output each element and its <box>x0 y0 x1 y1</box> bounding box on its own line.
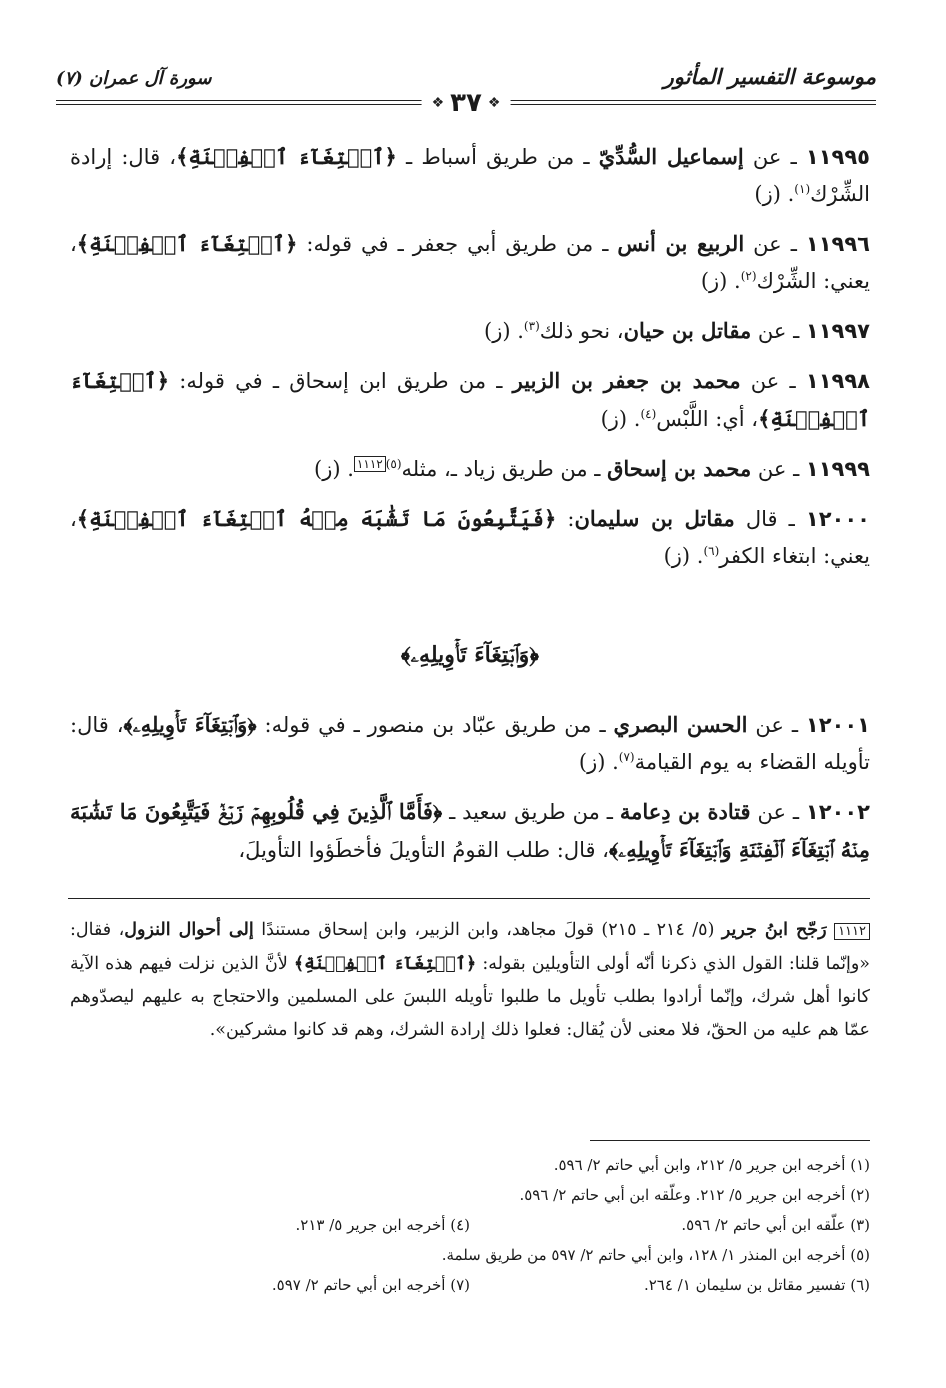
footnote-ref: (٤) <box>640 407 657 421</box>
entry-number: ١١٩٩٥ <box>805 145 870 169</box>
ornament-icon: ❖ <box>431 95 445 111</box>
entry-text: ـ عن <box>751 457 806 481</box>
page-header <box>56 62 876 118</box>
entry-text: ـ من طريق ابن إسحاق ـ في قوله: <box>169 369 513 393</box>
footnote-row <box>70 1180 870 1210</box>
narrator-name: قتادة بن دِعامة <box>619 799 751 824</box>
entry-text: ، يعني: ابتغاء الكفر <box>70 507 870 568</box>
entry-text: . (ز) <box>600 407 641 431</box>
entry-text: . (ز) <box>484 319 524 343</box>
entry-text: ـ من طريق زياد ـ، مثله <box>401 457 608 481</box>
footnote-ref: (٢) <box>740 269 757 283</box>
footnote-ref: (٥) <box>385 457 402 471</box>
footnote-row <box>70 1270 870 1300</box>
entry-text: ـ من طريق سعيد ـ <box>442 800 620 824</box>
entry-number: ١١٩٩٨ <box>805 369 870 393</box>
entry-paragraph <box>70 312 870 350</box>
narrator-name: مقاتل بن حيان <box>623 318 752 343</box>
note-ref-box: ١١١٢ <box>354 456 386 472</box>
narrator-name: الحسن البصري <box>613 712 748 737</box>
entry-text: ـ عن <box>751 319 806 343</box>
entry-paragraph <box>70 500 870 575</box>
entry-text: ـ عن <box>740 369 806 393</box>
entry-number: ١٢٠٠٠ <box>805 507 870 531</box>
entry-number: ١١٩٩٧ <box>805 319 870 343</box>
footnote-row <box>70 1240 870 1270</box>
entry-text: . (ز) <box>700 269 741 293</box>
entry-text: ، قال: طلب القومُ التأويلَ فأخطَؤوا التأويلَ، <box>238 838 609 862</box>
entry-text: ـ عن <box>747 713 806 737</box>
note-quran: ﴿ٱبۡتِغَآءَ ٱلۡفِتۡنَةِ﴾ <box>293 954 477 974</box>
main-entries-2 <box>70 706 870 881</box>
entry-text: ، يعني: الشِّرْك <box>70 232 870 293</box>
entry-text: ـ عن <box>743 145 806 169</box>
entry-number: ١١٩٩٩ <box>805 457 870 481</box>
entry-number: ١١٩٩٦ <box>805 232 870 256</box>
entry-number: ١٢٠٠٢ <box>805 800 870 824</box>
note-text-3: لأنَّ الذين نزلت فيهم هذه الآية كانوا أهل شرك، وإنّما أرادوا بطلب تأويل ما طلبوا تأويله اللبسَ على المسلمين والاحتجاج به عليهم ليصدّوهم عمّا هم عليه من الحقّ، فلا معنى لأن يُقال: فعلوا ذلك إرادة الشرك، وهم قد كانوا مشركين». <box>70 954 870 1040</box>
entry-text: . (ز) <box>578 750 619 774</box>
verse-heading: ﴿وَٱبۡتِغَآءَ تَأۡوِيلِهِۦ﴾ <box>400 642 540 668</box>
narrator-name: مقاتل بن سليمان <box>574 506 735 531</box>
note-number-box: ١١١٢ <box>834 923 870 940</box>
entry-text: . (ز) <box>663 544 704 568</box>
footnote: (٧) أخرجه ابن أبي حاتم ٢/ ٥٩٧. <box>271 1276 470 1294</box>
note-bold-2: إلى أحوال النزول <box>124 920 254 940</box>
entry-text: ـ من طريق عبّاد بن منصور ـ في قوله: <box>256 713 614 737</box>
entry-text: ـ عن <box>744 232 806 256</box>
quran-text: ﴿فَيَتَّبِعُونَ مَا تَشَٰبَهَ مِنۡهُ ٱبۡتِغَآءَ ٱلۡفِتۡنَةِ﴾ <box>76 506 557 531</box>
entry-text: ، أي: اللَّبْس <box>656 407 759 431</box>
surah-title: سورة آل عمران (٧) <box>56 68 212 89</box>
ornament-icon: ❖ <box>487 95 501 111</box>
editor-note <box>70 914 870 1047</box>
page-number-block <box>422 88 511 118</box>
quran-text: ﴿وَٱبۡتِغَآءَ تَأۡوِيلِهِۦ﴾ <box>123 712 257 737</box>
entry-paragraph <box>70 450 870 488</box>
entry-text: ـ قال <box>734 507 806 531</box>
footnote-row <box>70 1150 870 1180</box>
quran-text: ﴿ٱبۡتِغَآءَ ٱلۡفِتۡنَةِ﴾ <box>70 368 870 431</box>
footnote: (٣) علّقه ابن أبي حاتم ٢/ ٥٩٦. <box>681 1216 870 1234</box>
entry-text: : <box>556 507 575 531</box>
entry-paragraph <box>70 706 870 781</box>
footnote: (٤) أخرجه ابن جرير ٥/ ٢١٣. <box>295 1216 470 1234</box>
narrator-name: محمد بن جعفر بن الزبير <box>512 368 741 393</box>
note-text-1: (٥/ ٢١٤ ـ ٢١٥) قولَ مجاهد، وابن الزبير، وابن إسحاق مستندًا <box>253 920 722 940</box>
entry-text: . (ز) <box>754 182 795 206</box>
note-text-2: ، فقال: «وإنّما قلنا: القول الذي ذكرنا أنّه أولى التأويلين بقوله: <box>70 920 870 974</box>
footnote-row <box>70 1210 870 1240</box>
entry-paragraph <box>70 138 870 213</box>
narrator-name: إسماعيل السُّدِّيّ <box>598 144 744 169</box>
footnote-ref: (٧) <box>618 750 635 764</box>
entry-text: ـ من طريق أبي جعفر ـ في قوله: <box>297 232 618 256</box>
entry-paragraph <box>70 225 870 300</box>
footnote: (٢) أخرجه ابن جرير ٥/ ٢١٢. وعلّقه ابن أبي حاتم ٢/ ٥٩٦. <box>519 1186 870 1204</box>
footnote-ref: (١) <box>794 182 811 196</box>
entry-paragraph <box>70 793 870 869</box>
footnote: (٥) أخرجه ابن المنذر ١/ ١٢٨، وابن أبي حاتم ٢/ ٥٩٧ من طريق سلمة. <box>441 1246 870 1264</box>
quran-text: ﴿ٱبۡتِغَآءَ ٱلۡفِتۡنَةِ﴾ <box>76 231 298 256</box>
footnote-ref: (٦) <box>703 544 720 558</box>
entry-text: ، قال: إرادة الشِّرْك <box>70 145 870 206</box>
footnote: (٦) تفسير مقاتل بن سليمان ١/ ٢٦٤. <box>643 1276 870 1294</box>
entry-paragraph <box>70 362 870 438</box>
entry-text: ، قال: تأويله القضاء به يوم القيامة <box>70 713 870 774</box>
note-separator <box>68 898 870 899</box>
entry-text: ـ من طريق أسباط ـ <box>396 145 599 169</box>
page-number: ٣٧ <box>450 88 482 118</box>
narrator-name: محمد بن إسحاق <box>607 456 752 481</box>
book-title: موسوعة التفسير المأثور <box>663 64 876 89</box>
entry-text: . (ز) <box>314 457 354 481</box>
entry-text: ـ عن <box>750 800 806 824</box>
footnote: (١) أخرجه ابن جرير ٥/ ٢١٢، وابن أبي حاتم ٢/ ٥٩٦. <box>553 1156 870 1174</box>
footnote-separator <box>590 1140 870 1141</box>
note-lead: رَجّح ابنُ جرير <box>721 920 827 940</box>
entry-number: ١٢٠٠١ <box>805 713 870 737</box>
footnote-ref: (٣) <box>523 319 540 333</box>
quran-text: ﴿ٱبۡتِغَآءَ ٱلۡفِتۡنَةِ﴾ <box>176 144 397 169</box>
footnotes <box>70 1150 870 1300</box>
entry-text: ، نحو ذلك <box>539 319 624 343</box>
main-entries <box>70 138 870 587</box>
narrator-name: الربيع بن أنس <box>617 231 745 256</box>
quran-text: ﴿فَأَمَّا ٱلَّذِينَ فِي قُلُوبِهِمۡ زَيۡغٞ فَيَتَّبِعُونَ مَا تَشَٰبَهَ مِنۡهُ ٱبۡتِغَآءَ ٱلۡفِتۡنَةِ وَٱبۡتِغَآءَ تَأۡوِيلِهِۦ﴾ <box>70 799 870 862</box>
